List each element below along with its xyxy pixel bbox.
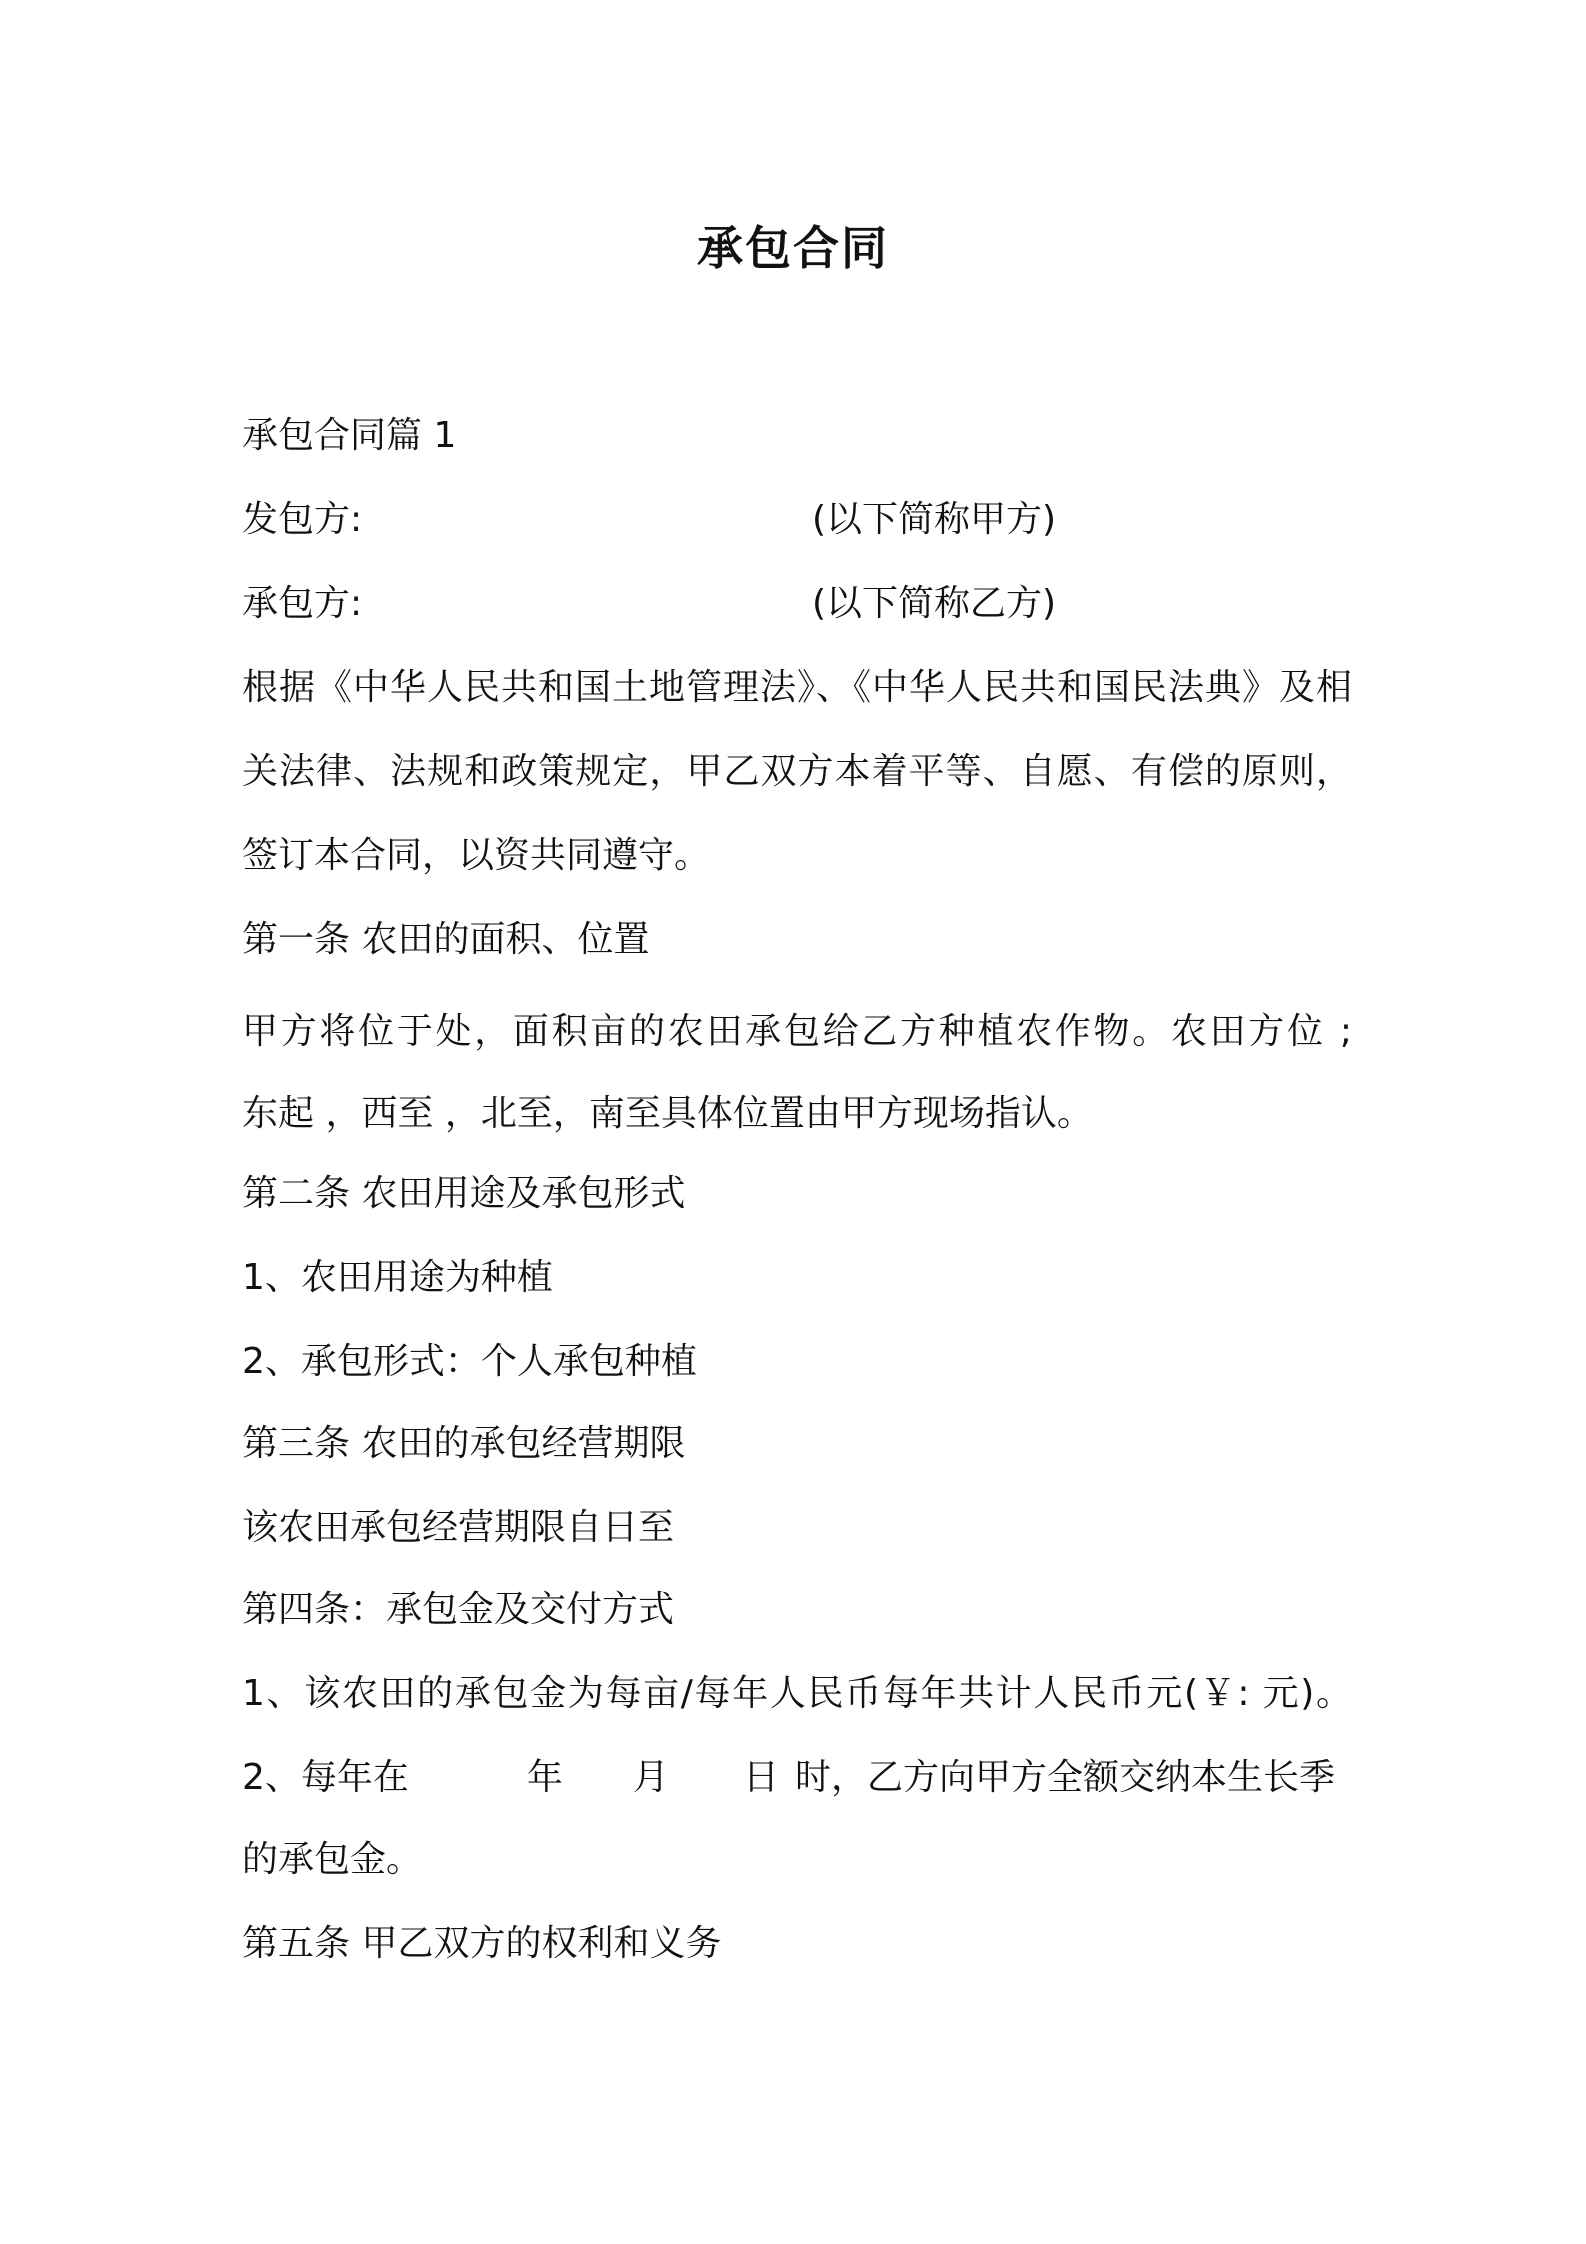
article4-item-2 — [242, 1754, 1352, 1802]
party-a-row — [242, 496, 1057, 544]
article4-item-1: 1、该农田的承包金为每亩/每年人民币每年共计人民币元(￥: 元)。 — [242, 1673, 1352, 1714]
article2-item-2: 2、承包形式：个人承包种植 — [242, 1341, 697, 1382]
article3-text: 该农田承包经营期限自日至 — [242, 1507, 675, 1548]
article1-heading: 第一条 农田的面积、位置 — [242, 919, 650, 960]
document-title: 承包合同 — [697, 221, 889, 275]
article3-heading: 第三条 农田的承包经营期限 — [242, 1423, 686, 1464]
article1-line-2: 东起 ，西至 ，北至，南至具体位置由甲方现场指认。 — [242, 1093, 1093, 1134]
party-a-note: (以下简称甲方) — [812, 499, 1057, 540]
party-b-row — [242, 580, 1057, 628]
article4-item-2-cont: 的承包金。 — [242, 1839, 423, 1880]
article1-line-1: 甲方将位于处，面积亩的农田承包给乙方种植农作物。农田方位 ; — [242, 1011, 1352, 1052]
item2-month: 月 — [632, 1757, 669, 1798]
section-heading: 承包合同篇 1 — [242, 415, 457, 456]
preamble-line-1: 根据《中华人民共和国土地管理法》、《中华人民共和国民法典》及相 — [242, 667, 1352, 708]
article2-item-1: 1、农田用途为种植 — [242, 1257, 553, 1298]
preamble-line-2: 关法律、法规和政策规定，甲乙双方本着平等、自愿、有偿的原则， — [242, 751, 1352, 792]
article2-heading: 第二条 农田用途及承包形式 — [242, 1173, 686, 1214]
party-b-label: 承包方: — [242, 583, 363, 624]
party-b-note: (以下简称乙方) — [812, 583, 1057, 624]
article5-heading: 第五条 甲乙双方的权利和义务 — [242, 1923, 722, 1964]
party-a-label: 发包方: — [242, 499, 363, 540]
preamble-line-3: 签订本合同，以资共同遵守。 — [242, 835, 711, 876]
item2-prefix: 2、每年在 — [242, 1757, 409, 1798]
item2-day: 日 — [742, 1757, 779, 1798]
article4-heading: 第四条：承包金及交付方式 — [242, 1589, 675, 1630]
item2-suffix: 时，乙方向甲方全额交纳本生长季 — [794, 1757, 1335, 1798]
item2-year: 年 — [526, 1757, 563, 1798]
